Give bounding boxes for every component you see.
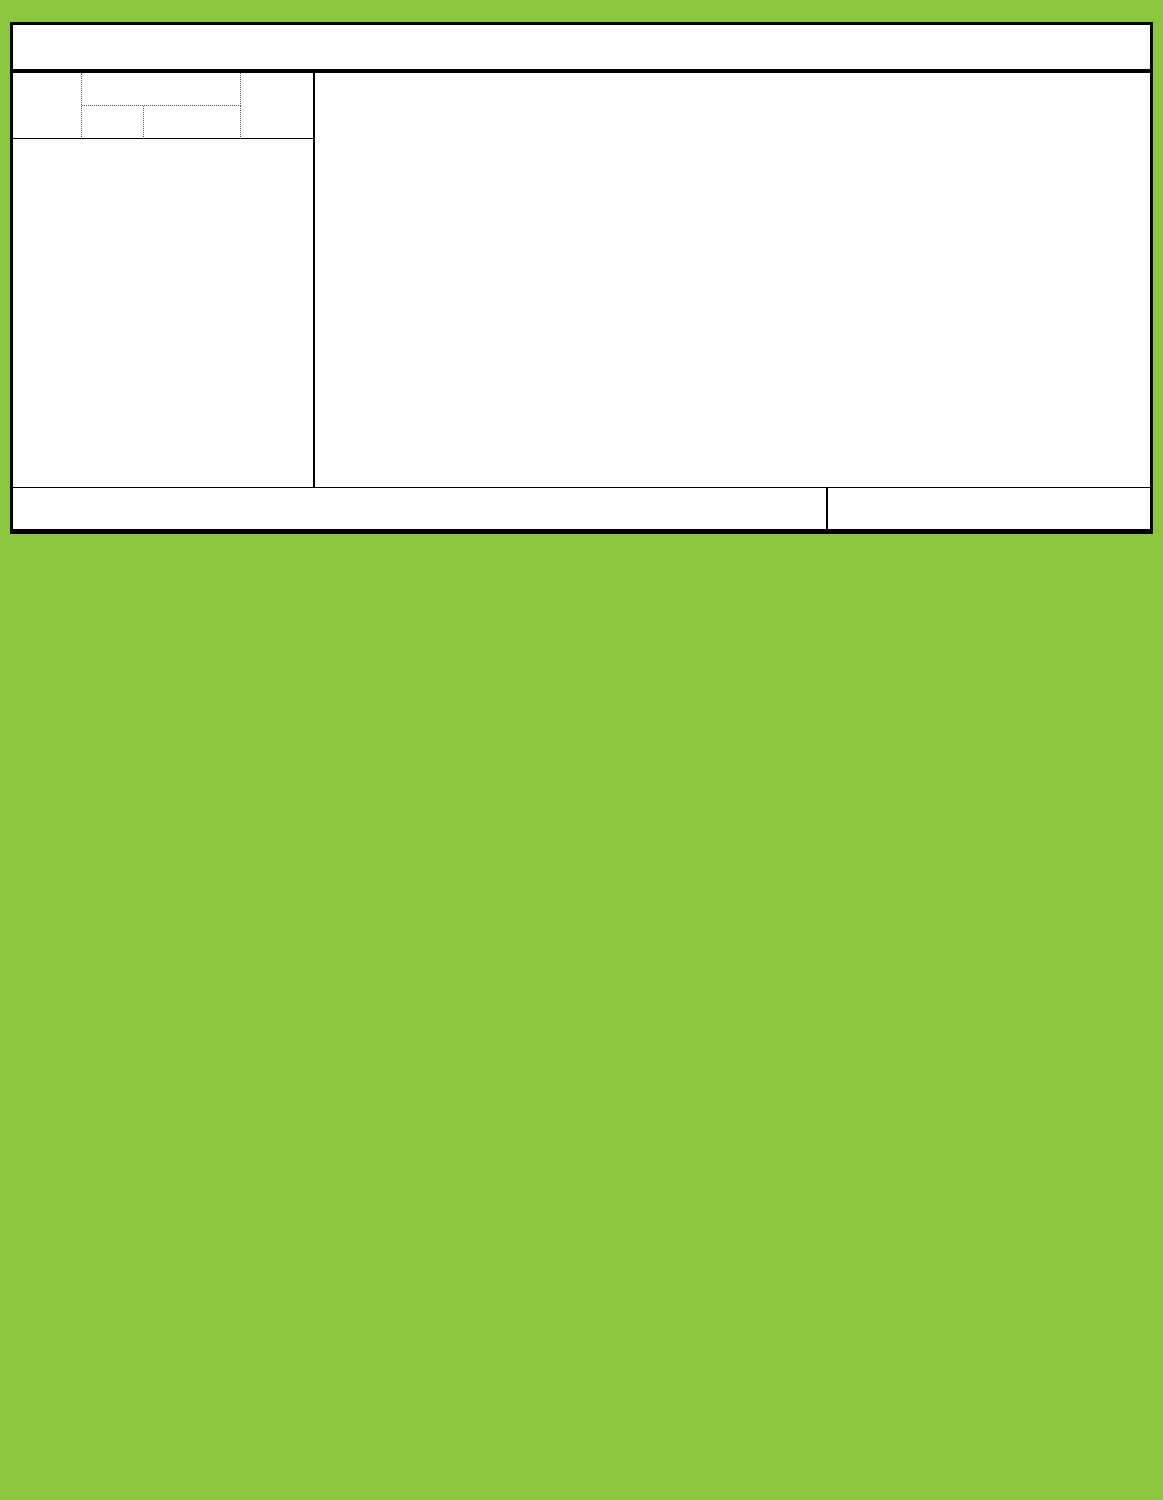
- frequency-table: [315, 73, 1150, 487]
- zodiac-column-header: [13, 73, 82, 139]
- limit-header: [828, 488, 1150, 529]
- before-change-header: [82, 106, 144, 139]
- note-text: [13, 488, 828, 529]
- statistics-section: [13, 71, 1150, 487]
- count-header: [82, 73, 241, 106]
- zodiac-number-map: [13, 529, 1150, 531]
- zodiac-stats-table: [13, 73, 315, 487]
- page-title: [13, 25, 1150, 69]
- recent-period-header: [241, 73, 315, 139]
- content-frame: [10, 22, 1153, 534]
- note-row: [13, 487, 1150, 529]
- after-change-header: [144, 106, 241, 139]
